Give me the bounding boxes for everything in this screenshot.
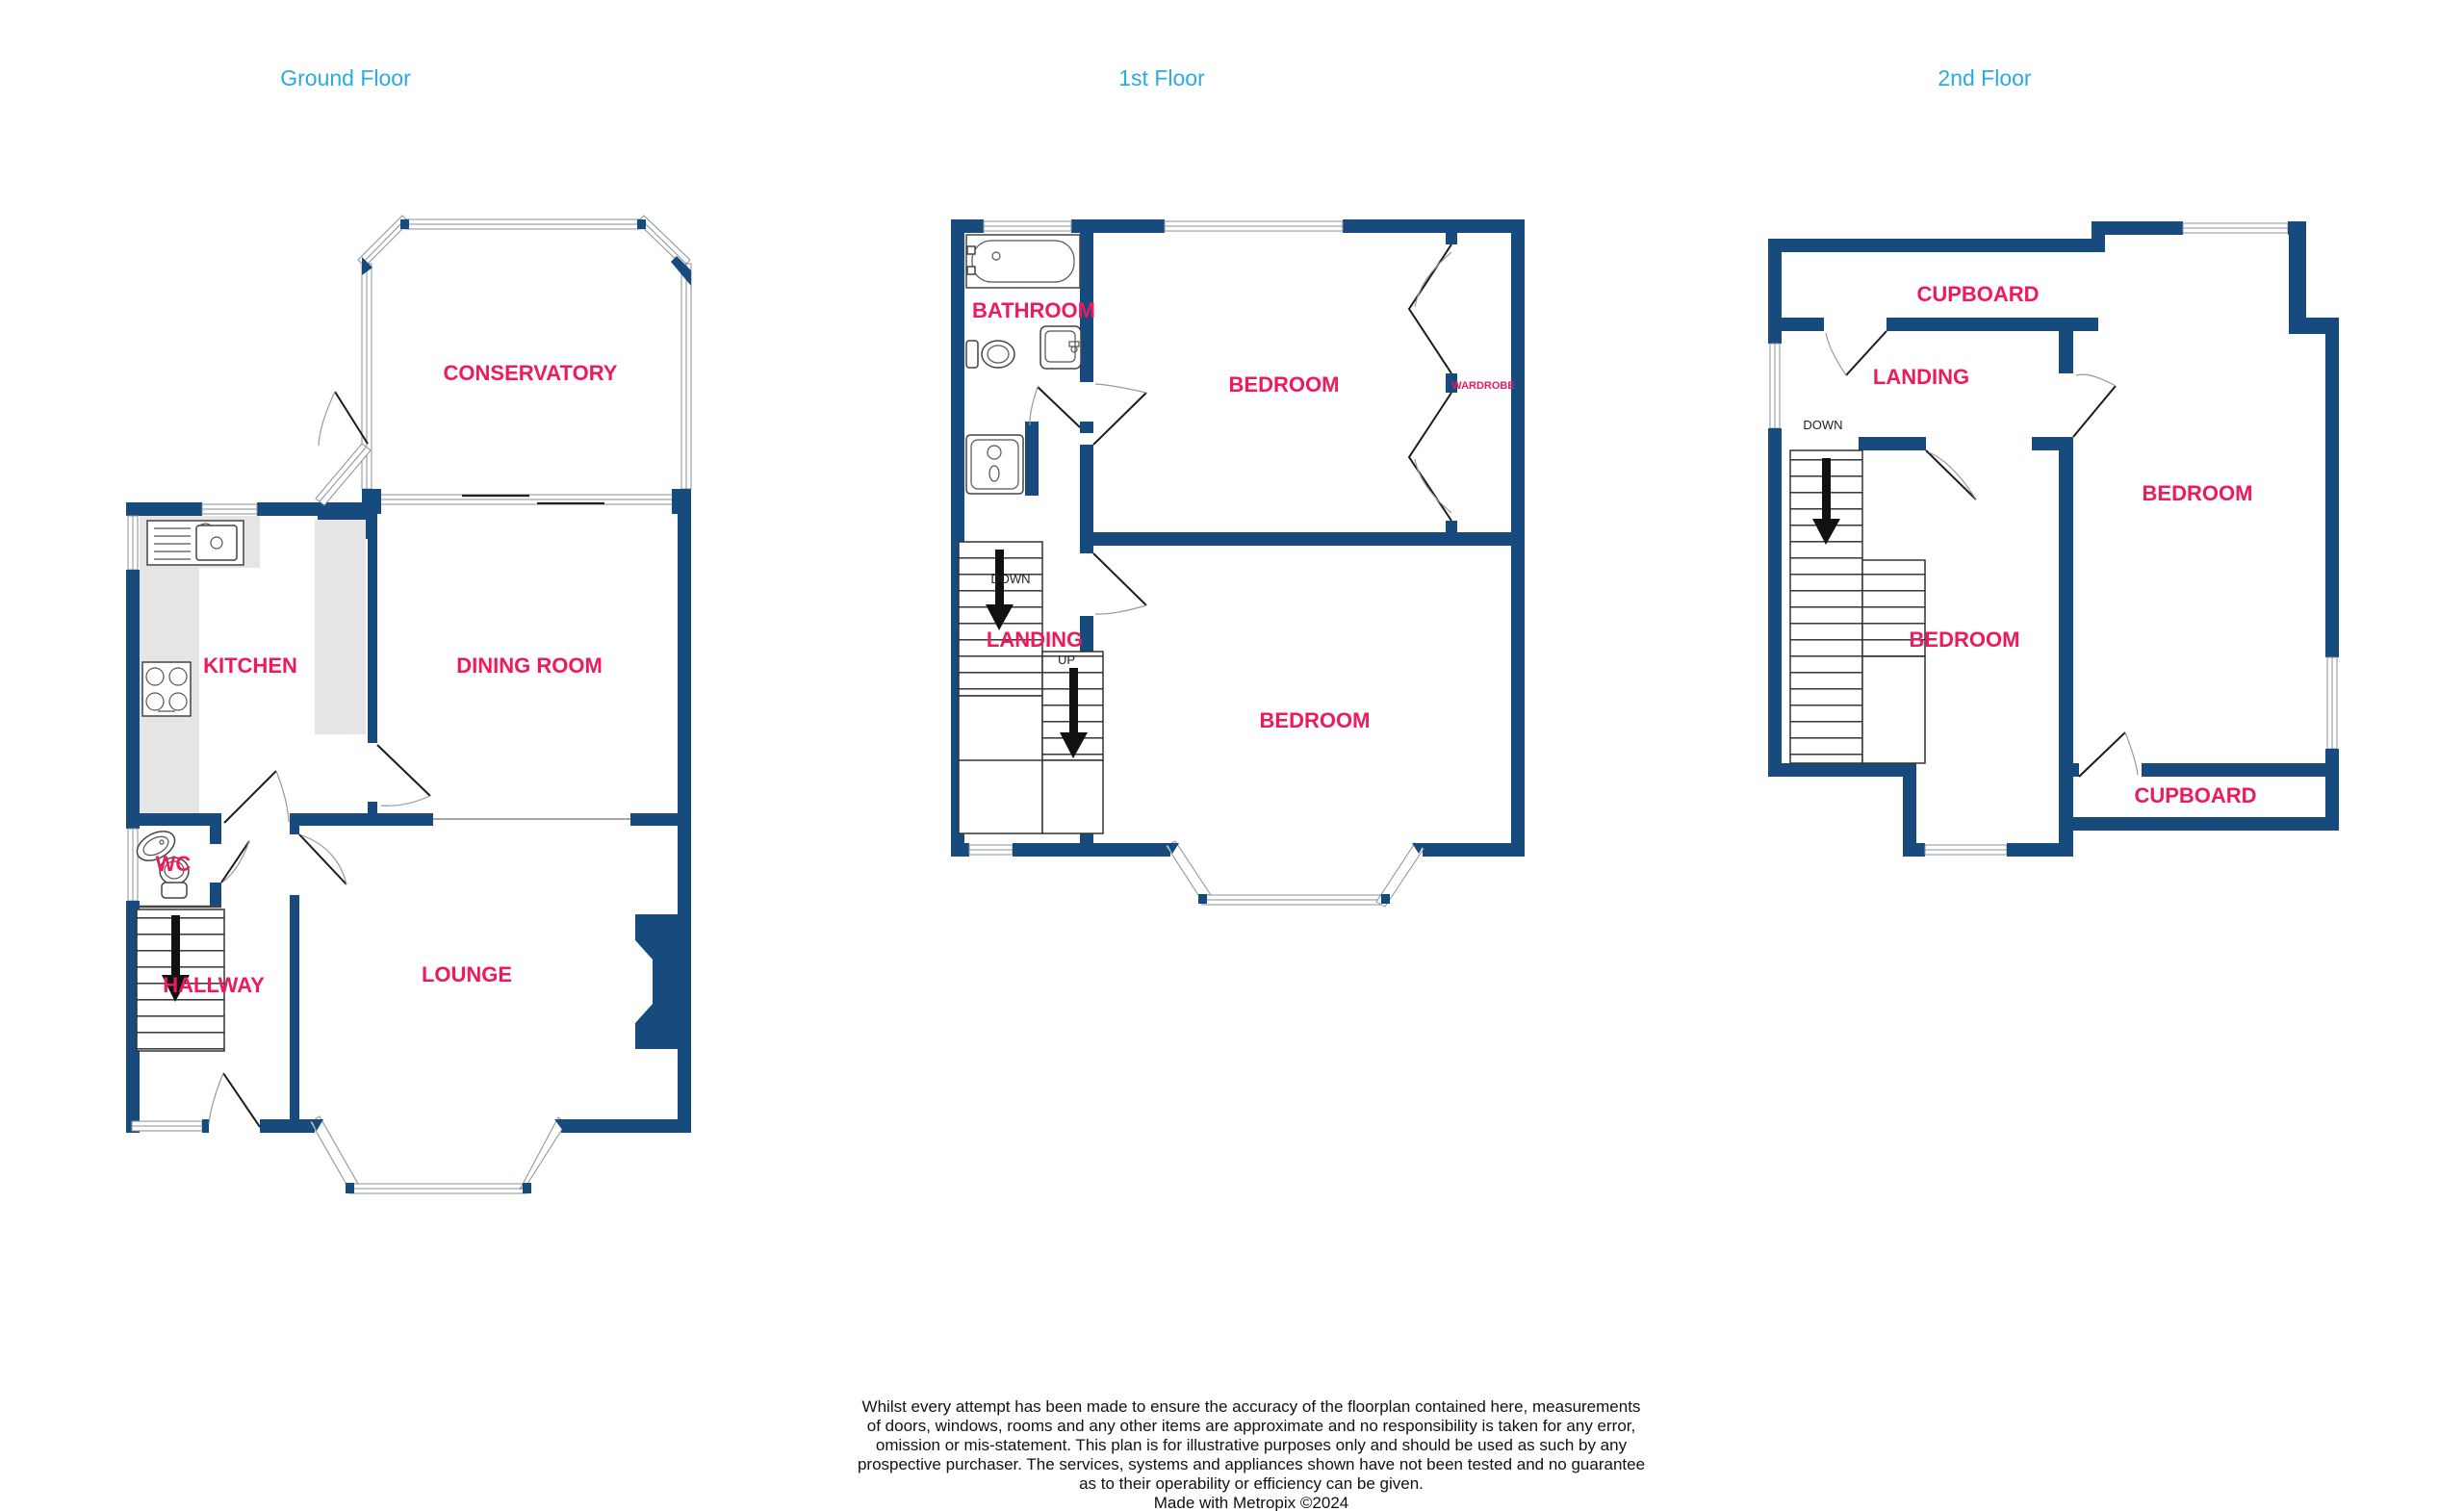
room-label-wardrobe: WARDROBE [1451,380,1515,392]
ground-floor-plan [116,197,712,1217]
room-label-bedroom-back: BEDROOM [1259,708,1371,732]
made-with-credit: Made with Metropix ©2024 [1153,1494,1349,1511]
disclaimer-line: Whilst every attempt has been made to ensure the accuracy of the floorplan contained here, measurements [861,1397,1641,1416]
room-label-kitchen: KITCHEN [203,653,297,678]
ground-floor-title: Ground Floor [280,65,411,90]
room-label-landing-1f: LANDING [986,627,1084,652]
second-floor-title: 2nd Floor [1938,65,2032,90]
sink-icon [147,521,244,565]
room-label-bathroom: BATHROOM [972,298,1095,322]
toilet-icon [966,341,1014,368]
room-label-conservatory: CONSERVATORY [443,361,618,385]
disclaimer-line: omission or mis-statement. This plan is for illustrative purposes only and should be used as such by any [875,1436,1628,1454]
lounge-bay-window [311,1116,568,1193]
basin-icon [1040,326,1081,369]
bathtub-icon [966,235,1080,288]
stairs-down-label-1f: DOWN [990,572,1031,586]
room-label-dining: DINING ROOM [456,653,603,678]
second-stairs [1790,450,1925,763]
room-label-cupboard-top: CUPBOARD [1916,282,2040,306]
room-label-lounge: LOUNGE [421,962,513,986]
disclaimer [858,1397,1645,1511]
first-stairs [959,542,1103,833]
room-label-cupboard-bottom: CUPBOARD [2134,783,2257,807]
hob-icon [142,662,191,716]
room-label-wc: WC [155,852,192,876]
first-bay-window [1167,841,1424,907]
disclaimer-line: as to their operability or efficiency can be given. [1079,1474,1424,1493]
first-floor-title: 1st Floor [1118,65,1205,90]
disclaimer-line: prospective purchaser. The services, systems and appliances shown have not been tested and no guarantee [857,1455,1646,1473]
first-floor-plan [938,214,1554,926]
room-label-bedroom-right: BEDROOM [2142,481,2253,505]
wardrobe-doors [1409,233,1457,532]
room-label-hallway: HALLWAY [163,973,265,997]
shower-icon [966,435,1023,494]
room-label-bedroom-left: BEDROOM [1909,627,2020,652]
room-label-landing-2f: LANDING [1872,365,1970,389]
second-floor-plan [1761,214,2358,868]
stairs-down-label-2f: DOWN [1803,418,1843,432]
disclaimer-line: of doors, windows, rooms and any other items are approximate and no responsibility is taken for any error, [866,1417,1636,1435]
stairs-up-label-1f: UP [1057,653,1076,667]
room-label-bedroom-front: BEDROOM [1228,372,1340,397]
